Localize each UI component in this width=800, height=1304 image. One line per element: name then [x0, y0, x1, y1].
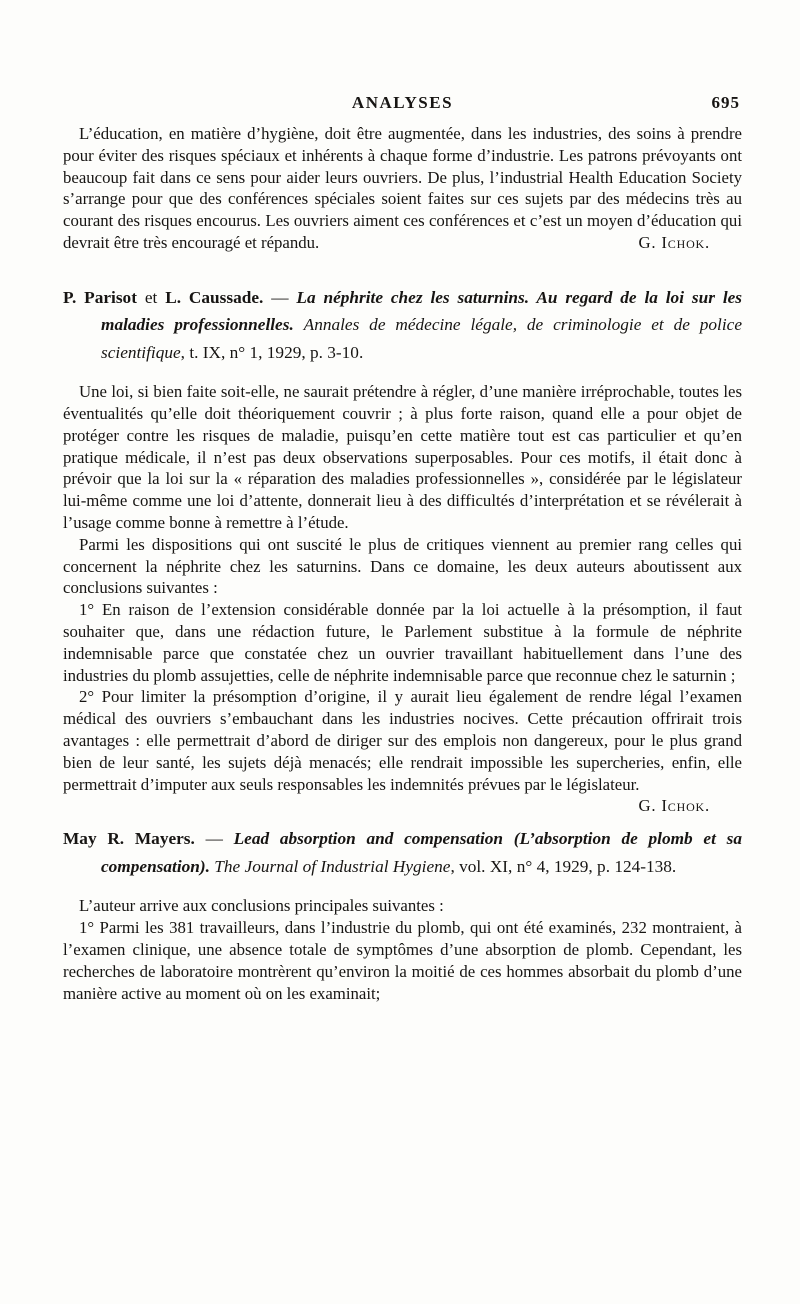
reviewer-signature: G. Ichok.	[638, 232, 710, 252]
ref-journal: The Journal of Industrial Hygiene	[214, 856, 451, 876]
ref-author-1: P. Parisot	[63, 287, 137, 307]
page-title: ANALYSES	[351, 93, 454, 112]
running-head	[63, 93, 742, 112]
ref-dash: —	[194, 829, 234, 849]
paragraph-text: 2° Pour limiter la présomption d’origine, il y aurait lieu également de rendre légal l’examen médical des ouvriers s’embauchant dans les industries nocives. Cette précaution offrirait trois avantages : elle permettrait d’abord de diriger sur des emplois non dangereux, pour le plus grand bien de leur santé, les sujets déjà menacés; elle rendrait impossible les supercheries, enfin, elle permettrait d’imputer aux seuls responsables les indemnités prévues par le législateur.	[63, 687, 742, 794]
paragraph-education	[63, 123, 742, 254]
reference-parisot-caussade	[63, 284, 742, 367]
paragraph-conclusion-1: 1° En raison de l’extension considérable donnée par la loi actuelle à la présomption, il faut souhaiter que, dans une rédaction future, le Parlement substitue à la formule de néphrite indemnisable parce que constatée chez un ouvrier travaillant habituellement dans l’une des industries du plomb assujetties, celle de néphrite indemnisable parce que reconnue chez le saturnin ;	[63, 600, 742, 685]
ref-author-separator: et	[136, 287, 166, 307]
paragraph-text: L’éducation, en matière d’hygiène, doit être augmentée, dans les industries, des soins à prendre pour éviter des risques spéciaux et inhérents à chaque forme d’industrie. Les patrons prévoyants ont beaucoup fait dans ce sens pour aider leurs ouvriers. De plus, l’industrial Health Education Society s’arrange pour que des conférences spéciales soient faites sur ces sujets par des médecins très au courant des risques encourus. Les ouvriers aiment ces conférences et c’est un moyen d’éducation qui devrait être très encouragé et répandu.	[63, 124, 742, 252]
ref-journal: Annales de médecine légale, de criminologie et de police scientifique	[101, 315, 742, 362]
ref-pagination: , t. IX, n° 1, 1929, p. 3-10.	[180, 342, 364, 362]
reference-mayers	[63, 825, 742, 880]
reviewer-signature: G. Ichok.	[638, 796, 710, 816]
ref-author-2: L. Caussade.	[165, 287, 264, 307]
ref-title-french: (L’absorption de plomb et sa compensation).	[101, 829, 743, 876]
paragraph-auteur-conclusions: L’auteur arrive aux conclusions principales suivantes :	[79, 896, 444, 916]
page-number: 695	[711, 93, 740, 112]
ref-dash: —	[263, 287, 297, 307]
ref-pagination: , vol. XI, n° 4, 1929, p. 124-138.	[450, 856, 677, 876]
paragraph-conclusion-2	[63, 686, 742, 816]
ref-title-english: Lead absorption and compensation	[233, 829, 514, 849]
paragraph-parmi-dispositions: Parmi les dispositions qui ont suscité le plus de critiques viennent au premier rang celles qui concernent la néphrite chez les saturnins. Dans ce domaine, les deux auteurs aboutissent aux conclusions suivantes :	[63, 534, 742, 598]
paragraph-une-loi: Une loi, si bien faite soit-elle, ne saurait prétendre à régler, d’une manière irréprochable, toutes les éventualités qu’elle doit théoriquement couvrir ; à plus forte raison, quand elle a pour objet de protéger contre les risques de maladie, puisqu’en cette matière tout est cas particulier et qu’en pratique médicale, il n’est pas deux observations superposables. Pour ces motifs, il était donc à prévoir que la loi sur la « réparation des maladies professionnelles », considérée par le législateur lui-même comme une loi d’attente, donnerait lieu à des difficultés d’interprétation et se révélerait à l’usage comme bonne à remettre à l’étude.	[63, 382, 742, 533]
ref-title: La néphrite chez les saturnins. Au regard de la loi sur les maladies professionnelles.	[101, 287, 743, 335]
ref-author: May R. Mayers.	[63, 829, 195, 849]
paragraph-conclusion-381: 1° Parmi les 381 travailleurs, dans l’industrie du plomb, qui ont été examinés, 232 montraient, à l’examen clinique, une absence totale de symptômes d’une absorption de plomb. Cependant, les recherches de laboratoire montrèrent qu’environ la moitié de ces hommes absorbait du plomb d’une manière active au moment où on les examinait;	[63, 918, 742, 1003]
